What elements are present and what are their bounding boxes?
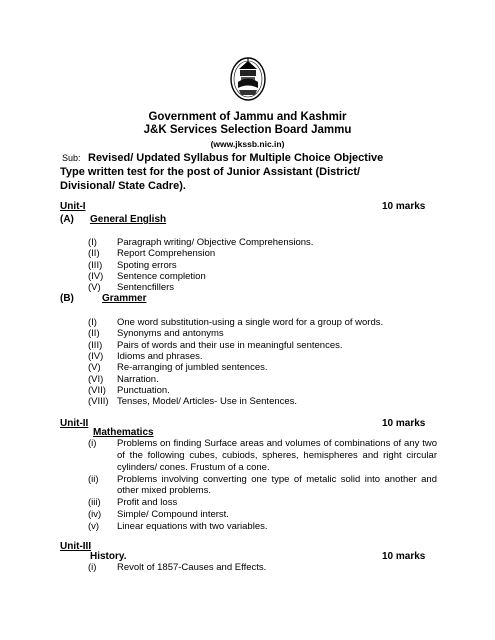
list-item-text: Punctuation. bbox=[117, 384, 170, 396]
list-item-text: Synonyms and antonyms bbox=[117, 328, 224, 340]
list-item-number: (i) bbox=[88, 438, 97, 449]
section-b-letter: (B) bbox=[60, 293, 74, 304]
unit-1-title: Unit-I bbox=[60, 201, 86, 212]
unit-3-marks: 10 marks bbox=[382, 551, 426, 562]
header-board: J&K Services Selection Board Jammu bbox=[143, 124, 352, 136]
header-website: (www.jkssb.nic.in) bbox=[210, 139, 285, 149]
list-item-number: (VII) bbox=[88, 384, 106, 396]
unit-3-title: Unit-III bbox=[60, 541, 92, 552]
list-item-number: (I) bbox=[88, 317, 97, 328]
list-item-number: (iii) bbox=[88, 497, 101, 509]
list-item-text: One word substitution-using a single word for a group of words. bbox=[117, 317, 384, 328]
list-item-number: (VIII) bbox=[88, 396, 109, 408]
list-item-text: Re-arranging of jumbled sentences. bbox=[117, 362, 268, 374]
list-item-number: (I) bbox=[88, 237, 97, 248]
subject-text: Revised/ Updated Syllabus for Multiple Choice Objective Type written test for the post of Junior Assistant (District/ Divisional/ State Cadre). bbox=[60, 152, 384, 192]
history-title: History. bbox=[90, 551, 127, 562]
list-item-number: (III) bbox=[88, 259, 103, 271]
list-item-number: (II) bbox=[88, 248, 100, 260]
list-item-text: Problems involving converting one type of metalic solid into another and other mixed problems. bbox=[117, 473, 437, 497]
section-b-title: Grammer bbox=[102, 293, 147, 304]
list-item-text: Linear equations with two variables. bbox=[117, 520, 268, 532]
list-item-text: Report Comprehension bbox=[117, 248, 216, 260]
list-item-text: Profit and loss bbox=[117, 497, 178, 509]
list-item-number: (V) bbox=[88, 362, 101, 374]
header-government: Government of Jammu and Kashmir bbox=[148, 111, 347, 123]
list-item-text: Spoting errors bbox=[117, 259, 177, 271]
subject-label: Sub: bbox=[62, 153, 81, 163]
mathematics-title: Mathematics bbox=[93, 427, 154, 438]
list-item-number: (V) bbox=[88, 282, 101, 294]
list-item-text: Narration. bbox=[117, 373, 159, 385]
unit-1-marks: 10 marks bbox=[382, 201, 426, 212]
unit-2-title: Unit-II bbox=[60, 418, 89, 429]
list-item-number: (II) bbox=[88, 328, 100, 340]
unit-2-marks: 10 marks bbox=[382, 418, 426, 429]
list-item-text: Pairs of words and their use in meaningful sentences. bbox=[117, 339, 343, 351]
list-item-text: Sentencfillers bbox=[117, 282, 175, 294]
list-item-text: Revolt of 1857-Causes and Effects. bbox=[117, 562, 267, 573]
jkssb-emblem-icon bbox=[229, 55, 267, 103]
list-item-number: (VI) bbox=[88, 373, 104, 385]
list-item-text: Sentence completion bbox=[117, 270, 206, 282]
list-item-text: Idioms and phrases. bbox=[117, 350, 203, 362]
list-item-text: Simple/ Compound interst. bbox=[117, 509, 229, 521]
list-item-text: Problems on finding Surface areas and volumes of combinations of any two of the following cubes, cubiods, spheres, hemispheres and right circular cylinders/ cones. Frustum of a cone. bbox=[117, 438, 437, 473]
list-item-number: (IV) bbox=[88, 350, 104, 362]
list-item-number: (ii) bbox=[88, 473, 99, 485]
list-item-number: (III) bbox=[88, 339, 103, 351]
section-a-letter: (A) bbox=[60, 214, 74, 225]
list-item-number: (v) bbox=[88, 520, 100, 532]
list-item-number: (IV) bbox=[88, 270, 104, 282]
list-item-number: (i) bbox=[88, 562, 97, 573]
list-item-number: (iv) bbox=[88, 509, 102, 521]
list-item-text: Paragraph writing/ Objective Comprehensions. bbox=[117, 237, 314, 248]
section-a-title: General English bbox=[90, 214, 167, 225]
list-item-text: Tenses, Model/ Articles- Use in Sentences. bbox=[117, 396, 298, 408]
